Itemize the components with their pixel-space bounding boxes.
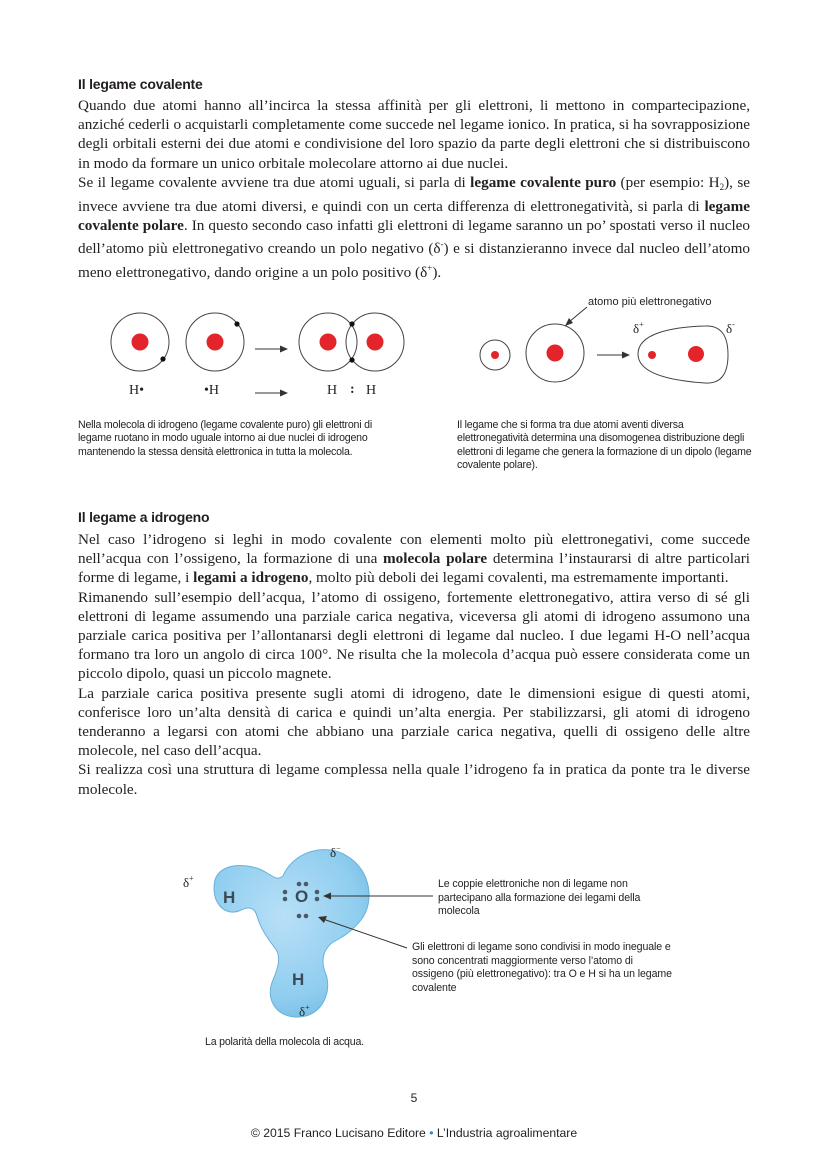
page-footer [0,1126,828,1140]
figure1-caption: Nella molecola di idrogeno (legame covalente puro) gli elettroni di legame ruotano in modo uguale intorno ai due nuclei di idrogeno mantenendo la stessa densità elettronica in tutta la molecola. [78,419,372,458]
label-h-radical-left: H• [129,383,145,398]
figure-water-molecule [175,840,735,1040]
label-h-radical-right: •H [204,383,220,398]
delta-minus-label: δ- [726,320,735,336]
section2-body [78,530,750,799]
label-more-electronegative-atom: atomo più elettronegativo [588,296,712,308]
svg-text:O: O [295,887,309,906]
delta-plus-h-bottom: δ+ [299,1003,310,1019]
footer-copyright: © 2015 Franco Lucisano Editore [250,1126,426,1140]
delta-plus-h-left: δ+ [183,874,194,890]
label-h2-atom-2: H [366,383,377,398]
delta-plus-label: δ+ [633,320,644,336]
label-h2-atom-1: H [327,383,338,398]
section2-paragraph-4: Si realizza così una struttura di legame complessa nella quale l’idrogeno fa in pratica da ponte tra le diverse molecole. [78,761,750,798]
section2-paragraph-3: La parziale carica positiva presente sugli atomi di idrogeno, date le dimensioni esigue di questi atomi, conferisce loro un’alta densità di carica e quindi un’alta energia. Per stabilizzarsi, gli atomi di idrogeno tenderanno a legarsi con atomi che abbiano una parziale carica negativa, quelli di ossigeno delle altre molecole, nel caso dell’acqua. [78,684,750,760]
section1-body [78,96,750,282]
section2-paragraph-2: Rimanendo sull’esempio dell’acqua, l’atomo di ossigeno, fortemente elettronegativo, attira verso di sé gli elettroni di legame assumendo una parziale carica negativa, viceversa gli atomi di idrogeno assumono una parziale carica positiva per l’allontanarsi degli elettroni di legame dal nucleo. I due legami H-O nell’acqua formano tra loro un angolo di circa 100°. Ne risulta che la molecola d’acqua può essere considerata come un piccolo dipolo, quasi un piccolo magnete. [78,588,750,683]
section1-paragraph-1: Quando due atomi hanno all’incirca la stessa affinità per gli elettroni, li mettono in compartecipazione, anziché cederli o acquistarli completamente come succede nel legame ionico. In pratica, si ha sovrapposizione degli orbitali esterni dei due atomi e condivisione del loro spazio da parte degli elettroni che si distribuiscono in modo da formare un unico orbitale molecolare attorno ai due nuclei. [78,97,750,172]
delta-minus-oxygen: δ− [330,844,341,860]
figure3-caption: La polarità della molecola di acqua. [205,1036,364,1048]
annotation-lone-pairs: Le coppie elettroniche non di legame non partecipano alla formazione dei legami della molecola [438,878,641,917]
figure-hydrogen-molecule [90,295,430,415]
footer-bullet-icon: • [429,1126,434,1140]
page-number: 5 [410,1091,418,1105]
svg-text:H: H [223,888,236,907]
term-polar-covalent-bond: legame covalente polare [78,198,750,235]
section-title-hydrogen-bond: Il legame a idrogeno [78,509,210,525]
term-hydrogen-bonds: legami a idrogeno [193,569,309,587]
term-pure-covalent-bond: legame covalente puro [470,173,617,191]
term-polar-molecule: molecola polare [383,550,488,568]
section1-paragraph-2: Se il legame covalente avviene tra due atomi uguali, si parla di legame covalente puro (per esempio: $H_2$), se invece avviene tra due atomi diversi, e quindi con un certa differenza di elettronegatività, si parla di legame covalente polare. In questo secondo caso infatti gli elettroni di legame saranno un po’ spostati verso il nucleo dell’atomo più elettronegativo creando un polo negativo (δ-) e si distanzieranno invece dal nucleo dell’atomo meno elettronegativo, dando origine a un polo positivo (δ+). [78,173,751,281]
section2-paragraph-1: Nel caso l’idrogeno si leghi in modo covalente con elementi molto più elettronegativi, come succede nell’acqua con l’ossigeno, la formazione di una molecola polare determina l’instaurarsi di altre particolari forme di legame, i legami a idrogeno, molto più deboli dei legami covalenti, ma estremamente importanti. [78,531,750,587]
annotation-bonding-electrons: Gli elettroni di legame sono condivisi in modo ineguale e sono concentrati maggiormente verso l’atomo di ossigeno (più elettronegativo): tra O e H si ha un legame covalente [412,941,672,994]
footer-book-title: L’Industria agroalimentare [436,1126,578,1140]
section-title-covalent-bond: Il legame covalente [78,76,203,92]
svg-text:H: H [292,970,305,989]
water-molecule-diagram [175,840,735,1040]
label-h2-shared-pair: : [350,382,355,397]
figure2-caption: Il legame che si forma tra due atomi aventi diversa elettronegatività determina una disomogenea distribuzione degli elettroni di legame che genera la formazione di un dipolo (legame covalente polare). [457,419,752,472]
figure-polar-covalent [470,290,770,400]
